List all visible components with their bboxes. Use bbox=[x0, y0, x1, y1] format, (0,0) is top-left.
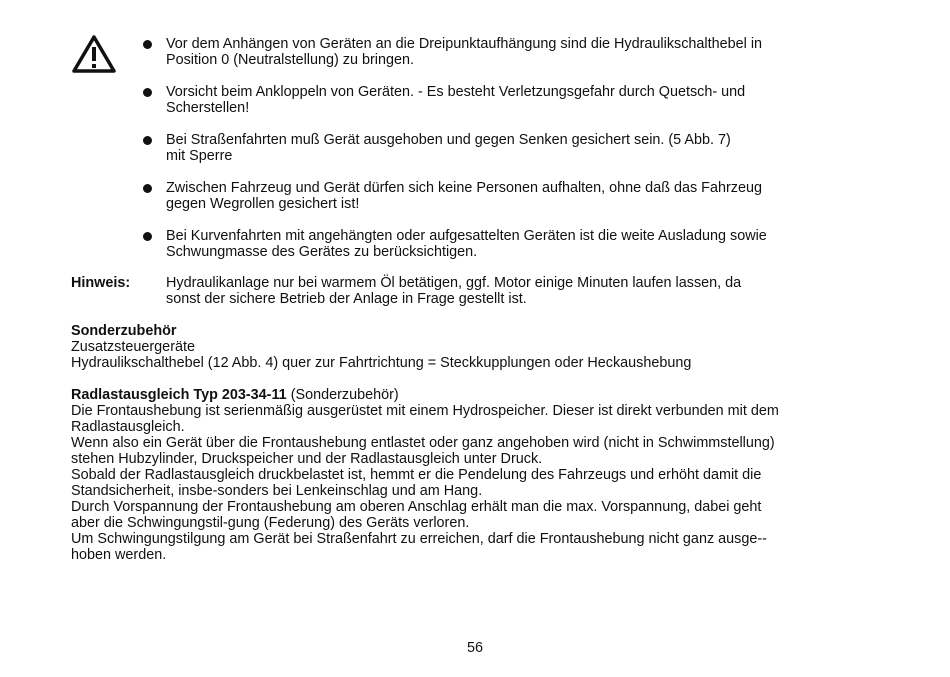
bullet-dot bbox=[143, 232, 152, 241]
bullet-dot bbox=[143, 184, 152, 193]
radlastausgleich-line: Um Schwingungstilgung am Gerät bei Straßenfahrt zu erreichen, darf die Frontaushebung nicht ganz ausge-- bbox=[71, 531, 767, 547]
bullet-text: Bei Straßenfahrten muß Gerät ausgehoben und gegen Senken gesichert sein. (5 Abb. 7) bbox=[166, 132, 731, 148]
hinweis-line: Hydraulikanlage nur bei warmem Öl betätigen, ggf. Motor einige Minuten laufen lassen, da bbox=[166, 275, 742, 291]
safety-bullet-list bbox=[140, 36, 860, 276]
radlastausgleich-section bbox=[71, 387, 871, 563]
radlastausgleich-heading-note: (Sonderzubehör) bbox=[286, 387, 399, 403]
radlastausgleich-line: Durch Vorspannung der Frontaushebung am oberen Anschlag erhält man die max. Vorspannung, dabei geht bbox=[71, 499, 762, 515]
hinweis-label: Hinweis: bbox=[71, 275, 131, 291]
bullet-dot bbox=[143, 88, 152, 97]
radlastausgleich-line: Die Frontaushebung ist serienmäßig ausgerüstet mit einem Hydrospeicher. Dieser ist direkt verbunden mit dem bbox=[71, 403, 779, 419]
sonderzubehoer-line: Zusatzsteuergeräte bbox=[71, 339, 195, 355]
sonderzubehoer-section bbox=[71, 323, 871, 371]
radlastausgleich-line: stehen Hubzylinder, Druckspeicher und der Radlastausgleich unter Druck. bbox=[71, 451, 543, 467]
radlastausgleich-line: aber die Schwingungstil-gung (Federung) des Geräts verloren. bbox=[71, 515, 470, 531]
hinweis-text bbox=[166, 275, 846, 307]
radlastausgleich-line: hoben werden. bbox=[71, 547, 167, 563]
bullet-dot bbox=[143, 136, 152, 145]
bullet-text: gegen Wegrollen gesichert ist! bbox=[166, 196, 360, 212]
bullet-item bbox=[140, 36, 860, 68]
bullet-text: Position 0 (Neutralstellung) zu bringen. bbox=[166, 52, 414, 68]
warning-triangle-icon bbox=[71, 34, 117, 74]
radlastausgleich-line: Sobald der Radlastausgleich druckbelastet ist, hemmt er die Pendelung des Fahrzeugs und erhöht damit die bbox=[71, 467, 762, 483]
sonderzubehoer-line: Hydraulikschalthebel (12 Abb. 4) quer zur Fahrtrichtung = Steckkupplungen oder Heckaushebung bbox=[71, 355, 692, 371]
bullet-text: Schwungmasse des Gerätes zu berücksichtigen. bbox=[166, 244, 478, 260]
bullet-item bbox=[140, 84, 860, 116]
bullet-text: Bei Kurvenfahrten mit angehängten oder aufgesattelten Geräten ist die weite Ausladung sowie bbox=[166, 228, 767, 244]
page-number: 56 bbox=[466, 640, 483, 656]
hinweis-line: sonst der sichere Betrieb der Anlage in Frage gestellt ist. bbox=[166, 291, 527, 307]
bullet-item bbox=[140, 180, 860, 212]
radlastausgleich-line: Wenn also ein Gerät über die Frontaushebung entlastet oder ganz angehoben wird (nicht in Schwimmstellung) bbox=[71, 435, 775, 451]
radlastausgleich-heading-bold: Radlastausgleich Typ 203-34-11 bbox=[71, 387, 287, 403]
bullet-dot bbox=[143, 40, 152, 49]
bullet-text: Scherstellen! bbox=[166, 100, 250, 116]
bullet-text: Vorsicht beim Ankloppeln von Geräten. - Es besteht Verletzungsgefahr durch Quetsch- und bbox=[166, 84, 746, 100]
bullet-text: Vor dem Anhängen von Geräten an die Dreipunktaufhängung sind die Hydraulikschalthebel in bbox=[166, 36, 763, 52]
radlastausgleich-heading bbox=[71, 387, 871, 403]
sonderzubehoer-heading: Sonderzubehör bbox=[71, 323, 177, 339]
bullet-item bbox=[140, 132, 860, 164]
radlastausgleich-line: Radlastausgleich. bbox=[71, 419, 185, 435]
bullet-item bbox=[140, 228, 860, 260]
radlastausgleich-line: Standsicherheit, insbe-sonders bei Lenkeinschlag und am Hang. bbox=[71, 483, 483, 499]
bullet-text: Zwischen Fahrzeug und Gerät dürfen sich keine Personen aufhalten, ohne daß das Fahrzeug bbox=[166, 180, 762, 196]
bullet-text: mit Sperre bbox=[166, 148, 233, 164]
